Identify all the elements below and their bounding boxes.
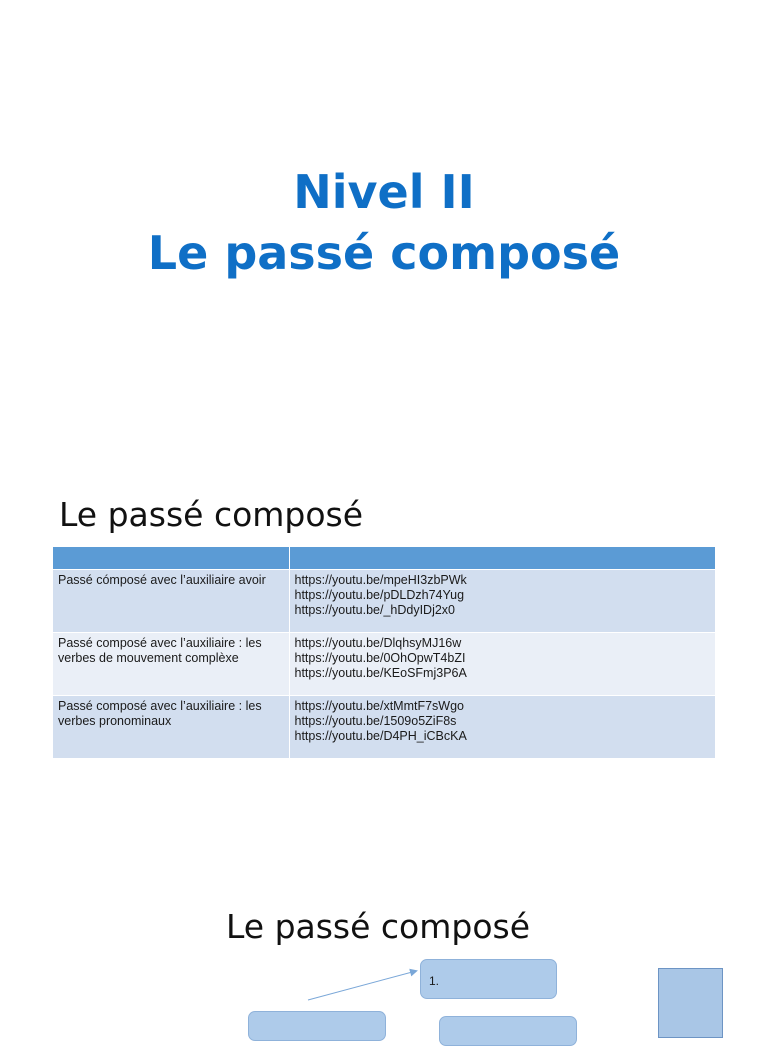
video-link[interactable]: https://youtu.be/KEoSFmj3P6A [294, 666, 467, 680]
table-row [53, 633, 715, 696]
connector-arrow [300, 960, 430, 1010]
links-cell [289, 696, 715, 759]
video-link[interactable]: https://youtu.be/mpeHI3zbPWk [294, 573, 467, 587]
video-link[interactable]: https://youtu.be/D4PH_iCBcKA [294, 729, 467, 743]
video-link[interactable]: https://youtu.be/_hDdyIDj2x0 [294, 603, 456, 617]
video-link[interactable]: https://youtu.be/DlqhsyMJ16w [294, 636, 462, 650]
table-header-row [53, 547, 715, 570]
section-heading-videos: Le passé composé [59, 495, 364, 534]
diagram-box-middle [439, 1016, 577, 1046]
section-heading-diagram: Le passé composé [225, 907, 531, 946]
video-link[interactable]: https://youtu.be/xtMmtF7sWgo [294, 699, 465, 713]
video-link[interactable]: https://youtu.be/pDLDzh74Yug [294, 588, 465, 602]
table-header-cell-links [289, 547, 715, 570]
diagram-box-right [658, 968, 723, 1038]
diagram-box-left [248, 1011, 386, 1041]
topic-cell: Passé cómposé avec l’auxiliaire avoir [53, 570, 289, 633]
links-cell [289, 633, 715, 696]
video-links-table [53, 547, 716, 759]
table-header-cell-topic [53, 547, 289, 570]
table-row [53, 696, 715, 759]
topic-cell: Passé composé avec l’auxiliaire : les verbes de mouvement complèxe [53, 633, 289, 696]
diagram-box-1: 1. [420, 959, 557, 999]
slide-title-line2: Le passé composé [147, 226, 621, 280]
slide-title-line1: Nivel II [293, 165, 475, 219]
links-cell [289, 570, 715, 633]
table-row [53, 570, 715, 633]
topic-cell: Passé composé avec l’auxiliaire : les verbes pronominaux [53, 696, 289, 759]
video-link[interactable]: https://youtu.be/1509o5ZiF8s [294, 714, 457, 728]
video-link[interactable]: https://youtu.be/0OhOpwT4bZI [294, 651, 466, 665]
